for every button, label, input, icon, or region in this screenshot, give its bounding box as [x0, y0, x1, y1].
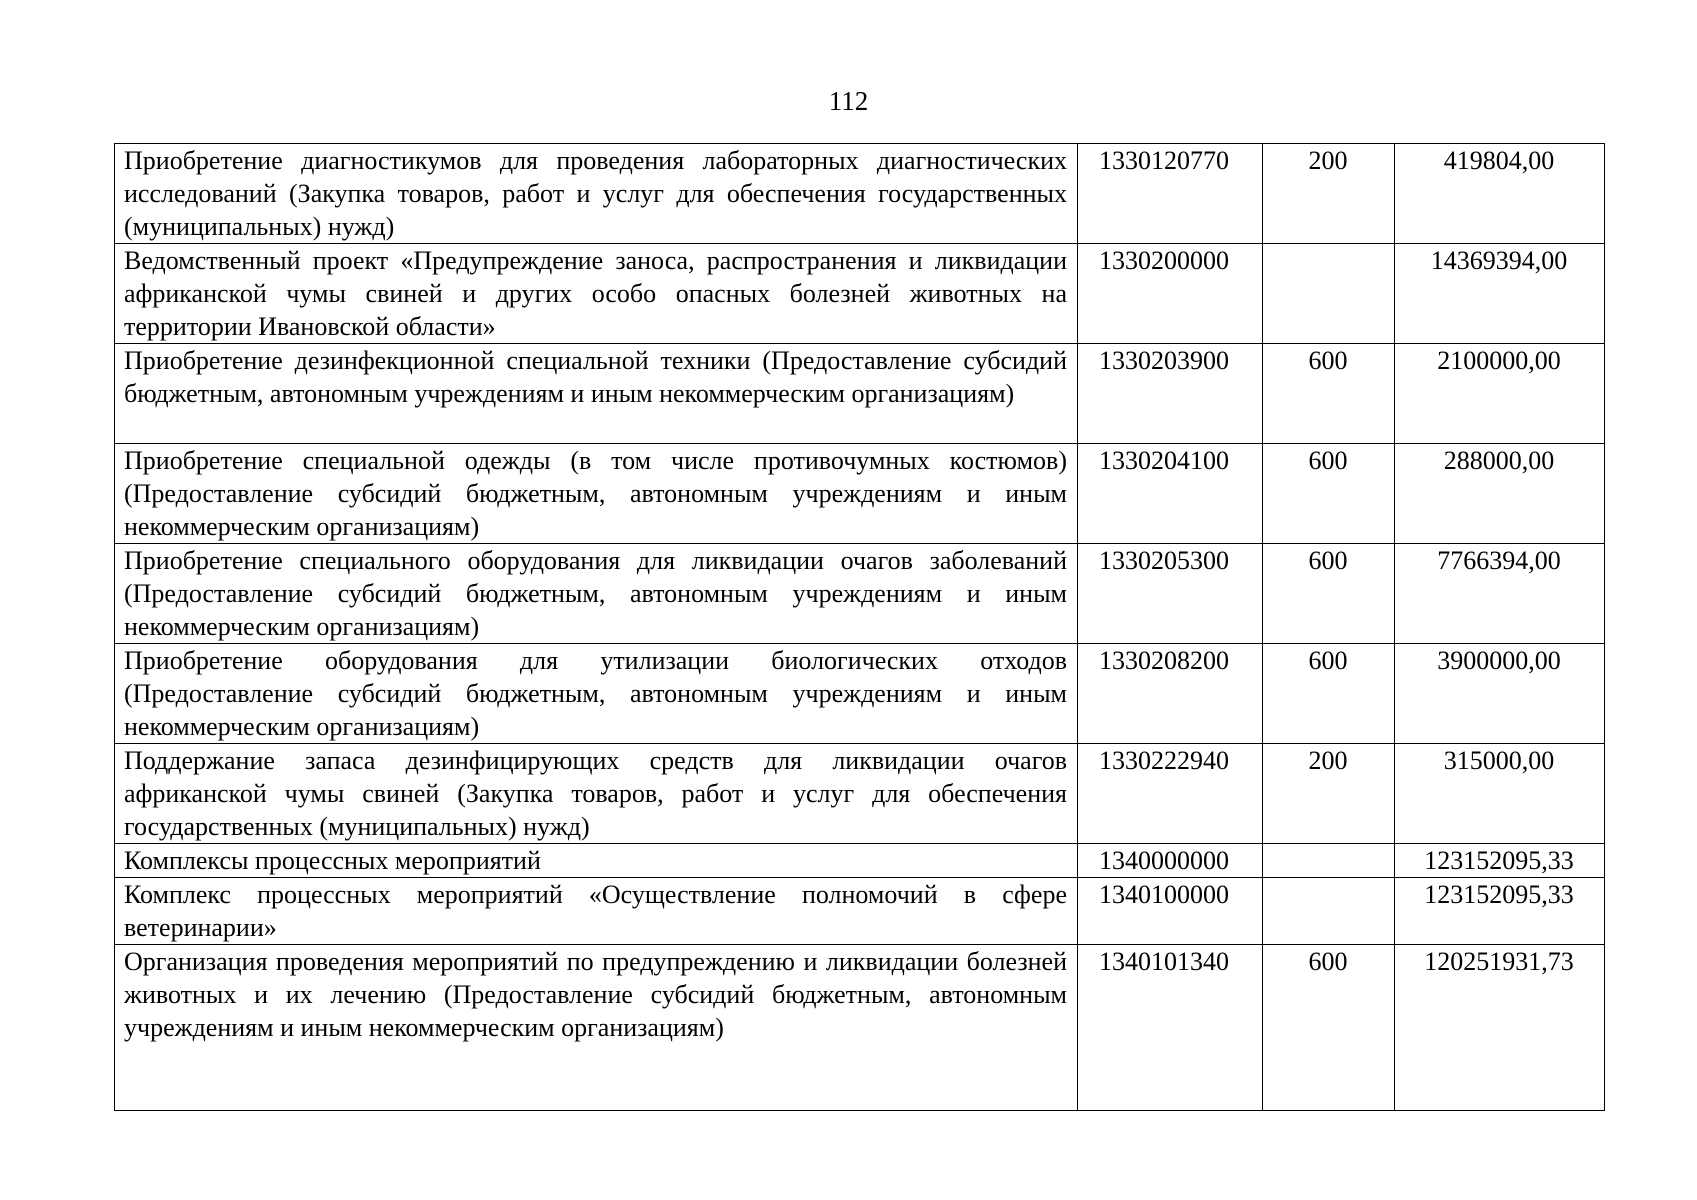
table-row	[115, 844, 1605, 878]
row-name: Комплекс процессных мероприятий «Осуществление полномочий в сфере ветеринарии»	[115, 878, 1078, 945]
row-expense-type: 200	[1263, 144, 1395, 244]
row-expense-type: 200	[1263, 744, 1395, 844]
row-amount: 123152095,33	[1395, 878, 1605, 945]
table-row	[115, 244, 1605, 344]
row-name: Приобретение дезинфекционной специальной техники (Предоставление субсидий бюджетным, автономным учреждениям и иным некоммерческим организациям)	[115, 344, 1078, 444]
row-amount: 315000,00	[1395, 744, 1605, 844]
row-name: Приобретение специального оборудования для ликвидации очагов заболеваний (Предоставление субсидий бюджетным, автономным учреждениям и иным некоммерческим организациям)	[115, 544, 1078, 644]
row-name: Поддержание запаса дезинфицирующих средств для ликвидации очагов африканской чумы свиней (Закупка товаров, работ и услуг для обеспечения государственных (муниципальных) нужд)	[115, 744, 1078, 844]
table-row	[115, 945, 1605, 1111]
row-name: Организация проведения мероприятий по предупреждению и ликвидации болезней животных и их лечению (Предоставление субсидий бюджетным, автономным учреждениям и иным некоммерческим организациям)	[115, 945, 1078, 1111]
row-amount: 3900000,00	[1395, 644, 1605, 744]
row-code: 1330208200	[1078, 644, 1263, 744]
table-row	[115, 444, 1605, 544]
table-row	[115, 744, 1605, 844]
row-amount: 2100000,00	[1395, 344, 1605, 444]
row-expense-type: 600	[1263, 945, 1395, 1111]
row-expense-type: 600	[1263, 444, 1395, 544]
row-name: Ведомственный проект «Предупреждение заноса, распространения и ликвидации африканской чумы свиней и других особо опасных болезней животных на территории Ивановской области»	[115, 244, 1078, 344]
page-number: 112	[828, 86, 869, 116]
row-expense-type	[1263, 878, 1395, 945]
budget-table	[114, 143, 1605, 1111]
row-code: 1330203900	[1078, 344, 1263, 444]
row-expense-type: 600	[1263, 344, 1395, 444]
row-code: 1330205300	[1078, 544, 1263, 644]
row-name: Комплексы процессных мероприятий	[115, 844, 1078, 878]
row-amount: 123152095,33	[1395, 844, 1605, 878]
row-amount: 120251931,73	[1395, 945, 1605, 1111]
row-name: Приобретение диагностикумов для проведения лабораторных диагностических исследований (Закупка товаров, работ и услуг для обеспечения государственных (муниципальных) нужд)	[115, 144, 1078, 244]
table-row	[115, 644, 1605, 744]
row-expense-type	[1263, 244, 1395, 344]
row-expense-type: 600	[1263, 644, 1395, 744]
row-name: Приобретение специальной одежды (в том числе противочумных костюмов) (Предоставление субсидий бюджетным, автономным учреждениям и иным некоммерческим организациям)	[115, 444, 1078, 544]
row-amount: 419804,00	[1395, 144, 1605, 244]
row-name: Приобретение оборудования для утилизации биологических отходов (Предоставление субсидий бюджетным, автономным учреждениям и иным некоммерческим организациям)	[115, 644, 1078, 744]
row-code: 1340100000	[1078, 878, 1263, 945]
row-code: 1330204100	[1078, 444, 1263, 544]
table-row	[115, 344, 1605, 444]
table-row	[115, 878, 1605, 945]
row-expense-type: 600	[1263, 544, 1395, 644]
row-code: 1340000000	[1078, 844, 1263, 878]
row-expense-type	[1263, 844, 1395, 878]
row-code: 1330222940	[1078, 744, 1263, 844]
row-code: 1330120770	[1078, 144, 1263, 244]
table-row	[115, 144, 1605, 244]
row-amount: 288000,00	[1395, 444, 1605, 544]
row-code: 1330200000	[1078, 244, 1263, 344]
row-code: 1340101340	[1078, 945, 1263, 1111]
row-amount: 7766394,00	[1395, 544, 1605, 644]
table-row	[115, 544, 1605, 644]
row-amount: 14369394,00	[1395, 244, 1605, 344]
